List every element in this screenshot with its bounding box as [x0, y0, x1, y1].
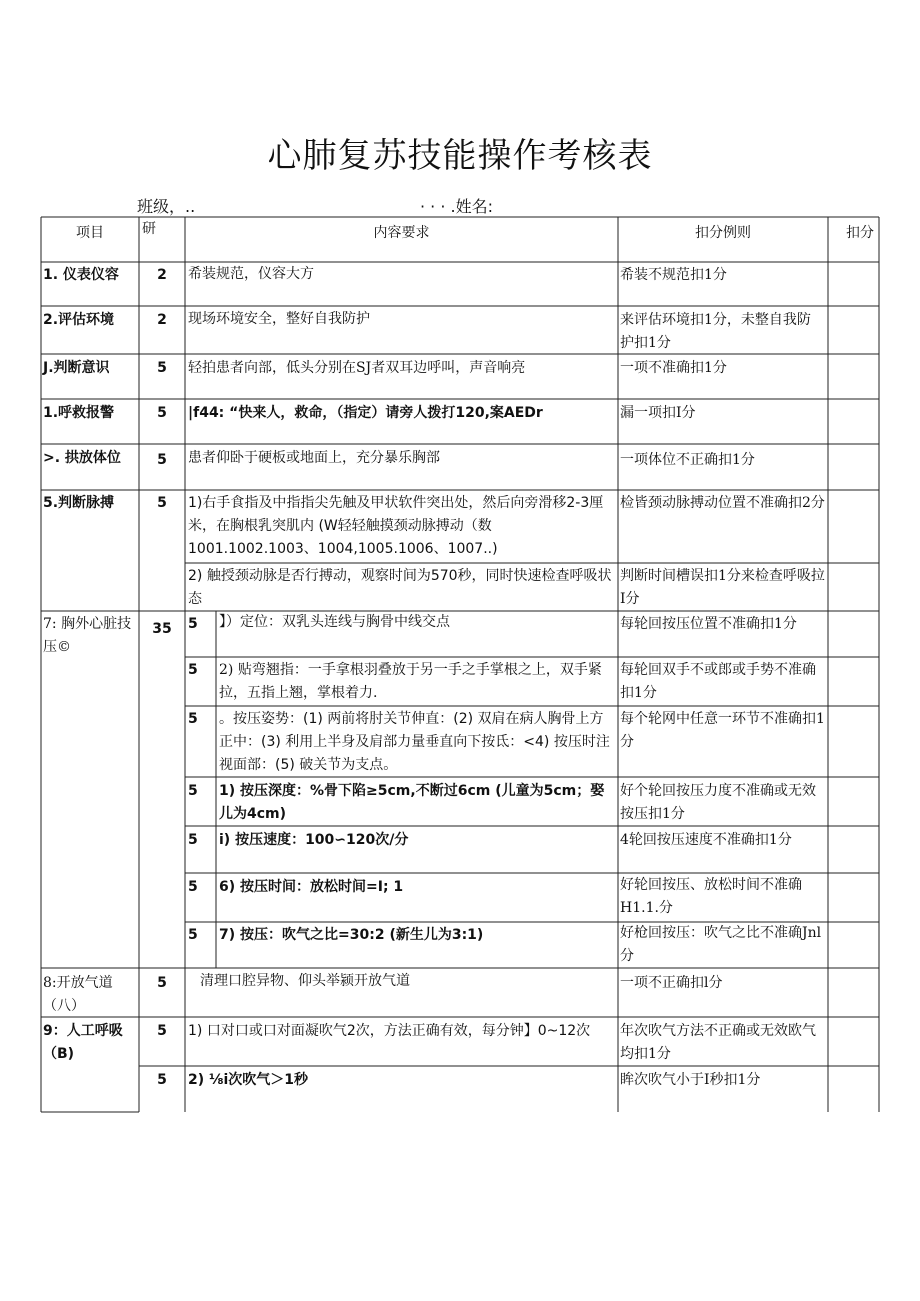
- row-7-sub-7-score: 5: [188, 927, 198, 943]
- class-label: 班级，..: [137, 197, 196, 216]
- row-7-item: 7: 胸外心脏技压©: [43, 616, 132, 655]
- row-7-sub-3-rule: 每个轮网中任意一环节不准确扣1分: [620, 711, 825, 750]
- row-7-sub-6-score: 5: [188, 879, 198, 895]
- row-9-score: 5: [157, 1023, 167, 1039]
- row-5-score: 5: [157, 452, 167, 468]
- row-1-content: 希装规范，仪容大方: [188, 266, 314, 282]
- row-7-sub-1-score: 5: [188, 616, 198, 632]
- row-7-sub-6-content: 6) 按压时间：放松时间=I; 1: [219, 879, 404, 895]
- row-2-item: 2.评估环境: [43, 312, 115, 328]
- row-1-score: 2: [157, 267, 167, 283]
- row-9-sub-2-rule: 眸次吹气小于I秒扣1分: [620, 1072, 761, 1088]
- row-8-item: 8:开放气道（八）: [43, 975, 113, 1014]
- row-1-rule: 希装不规范扣1分: [620, 267, 727, 283]
- row-3-rule: 一项不准确扣1分: [620, 360, 727, 376]
- row-7-sub-2-content: 2) 贴弯翘指：一手拿根羽叠放于另一手之手掌根之上，双手紧拉，五指上翘，掌根着力.: [219, 662, 602, 701]
- row-2-content: 现场环境安全，整好自我防护: [188, 311, 370, 327]
- row-7-sub-2-rule: 每轮回双手不或郎或手势不准确扣1分: [620, 662, 816, 701]
- row-5-content: 患者仰卧于硬板或地面上，充分暴乐胸部: [188, 450, 440, 466]
- row-6-sub-1-content: 1)右手食指及中指指尖先触及甲状软件突出处，然后向旁滑移2-3厘米，在胸根乳突肌内 (W轻轻触摸颈动脉搏动（数1001.1002.1003、1004,1005.1006、1007..): [188, 495, 604, 557]
- row-3-content: 轻拍患者向部，低头分别在SJ者双耳边呼叫，声音响亮: [188, 360, 526, 376]
- row-7-score: 35: [152, 621, 172, 637]
- header-content: 内容要求: [373, 225, 430, 241]
- header-score: 研: [142, 221, 156, 237]
- row-7-sub-1-rule: 每轮回按压位置不准确扣1分: [620, 616, 797, 632]
- row-3-item: J.判断意识: [43, 360, 110, 376]
- row-6-sub-2-content: 2) 触授颈动脉是否行搏动，观察时间为570秒，同时快速检查呼吸状态: [188, 568, 612, 607]
- row-2-rule: 来评估环境扣1分，未整自我防护扣1分: [620, 312, 811, 351]
- row-7-sub-7-content: 7) 按压：吹气之比=30:2 (新生儿为3:1): [219, 927, 484, 943]
- row-3-score: 5: [157, 360, 167, 376]
- row-6-sub-1-rule: 检皆颈动脉搏动位置不准确扣2分: [620, 495, 825, 511]
- row-8-score: 5: [157, 975, 167, 991]
- row-5-item: >. 拱放体位: [43, 450, 121, 466]
- row-7-sub-1-content: 】）定位：双乳头连线与胸骨中线交点: [219, 614, 450, 630]
- row-7-sub-4-score: 5: [188, 783, 198, 799]
- row-7-sub-6-rule: 好轮回按压、放松时间不准确H1.1.分: [620, 877, 802, 916]
- row-4-score: 5: [157, 405, 167, 421]
- row-6-score: 5: [157, 495, 167, 511]
- row-5-rule: 一项体位不正确扣1分: [620, 452, 755, 468]
- row-7-sub-4-rule: 好个轮回按压力度不准确或无效按压扣1分: [620, 783, 816, 822]
- row-8-rule: 一项不正确扣l分: [620, 975, 723, 991]
- row-9-item: 9：人工呼吸（B): [43, 1023, 123, 1062]
- row-4-rule: 漏一项扣I分: [620, 405, 696, 421]
- row-9-sub-1-rule: 年次吹气方法不正确或无效欧气均扣1分: [620, 1023, 816, 1062]
- row-4-content: |f44: “快来人，救命，（指定）请旁人拨打120,案AEDr: [188, 405, 543, 421]
- row-7-sub-7-rule: 好枪回按压：吹气之比不准确Jnl分: [620, 925, 822, 964]
- row-7-sub-5-score: 5: [188, 832, 198, 848]
- row-6-item: 5.判断脉搏: [43, 495, 115, 511]
- page-title: 心肺复苏技能操作考核表: [267, 136, 653, 176]
- row-9-sub-2-score: 5: [157, 1072, 167, 1088]
- header-deduct: 扣分: [846, 225, 874, 241]
- header-item: 项目: [76, 225, 104, 241]
- row-9-sub-2-content: 2) ⅛i次吹气＞1秒: [188, 1072, 309, 1088]
- row-9-sub-1-content: 1) 口对口或口对面凝吹气2次，方法正确有效，每分钟】0~12次: [188, 1023, 591, 1039]
- row-4-item: 1.呼救报警: [43, 405, 115, 421]
- row-7-sub-3-content: 。按压姿势：(1) 两前将肘关节伸直：(2) 双肩在病人胸骨上方正中：(3) 利用上半身及肩部力量垂直向下按氐：<4) 按压时注视面部：(5) 破关节为支点。: [219, 711, 610, 773]
- row-7-sub-4-content: 1) 按压深度：%骨下陷≥5cm,不断过6cm (儿童为5cm；娶儿为4cm): [219, 783, 605, 822]
- row-7-sub-5-content: i) 按压速度：100∽120次/分: [219, 832, 409, 848]
- row-6-sub-2-rule: 判断时间槽误扣1分来检查呼吸拉I分: [620, 568, 825, 607]
- name-label: · · · .姓名:: [420, 197, 493, 216]
- row-7-sub-2-score: 5: [188, 662, 198, 678]
- row-7-sub-3-score: 5: [188, 711, 198, 727]
- row-1-item: 1. 仪表仪容: [43, 267, 119, 283]
- row-7-sub-5-rule: 4轮回按压速度不准确扣1分: [620, 832, 792, 848]
- header-rule: 扣分例则: [695, 225, 751, 241]
- row-8-content: 清理口腔异物、仰头举颍开放气道: [200, 973, 410, 989]
- row-2-score: 2: [157, 312, 167, 328]
